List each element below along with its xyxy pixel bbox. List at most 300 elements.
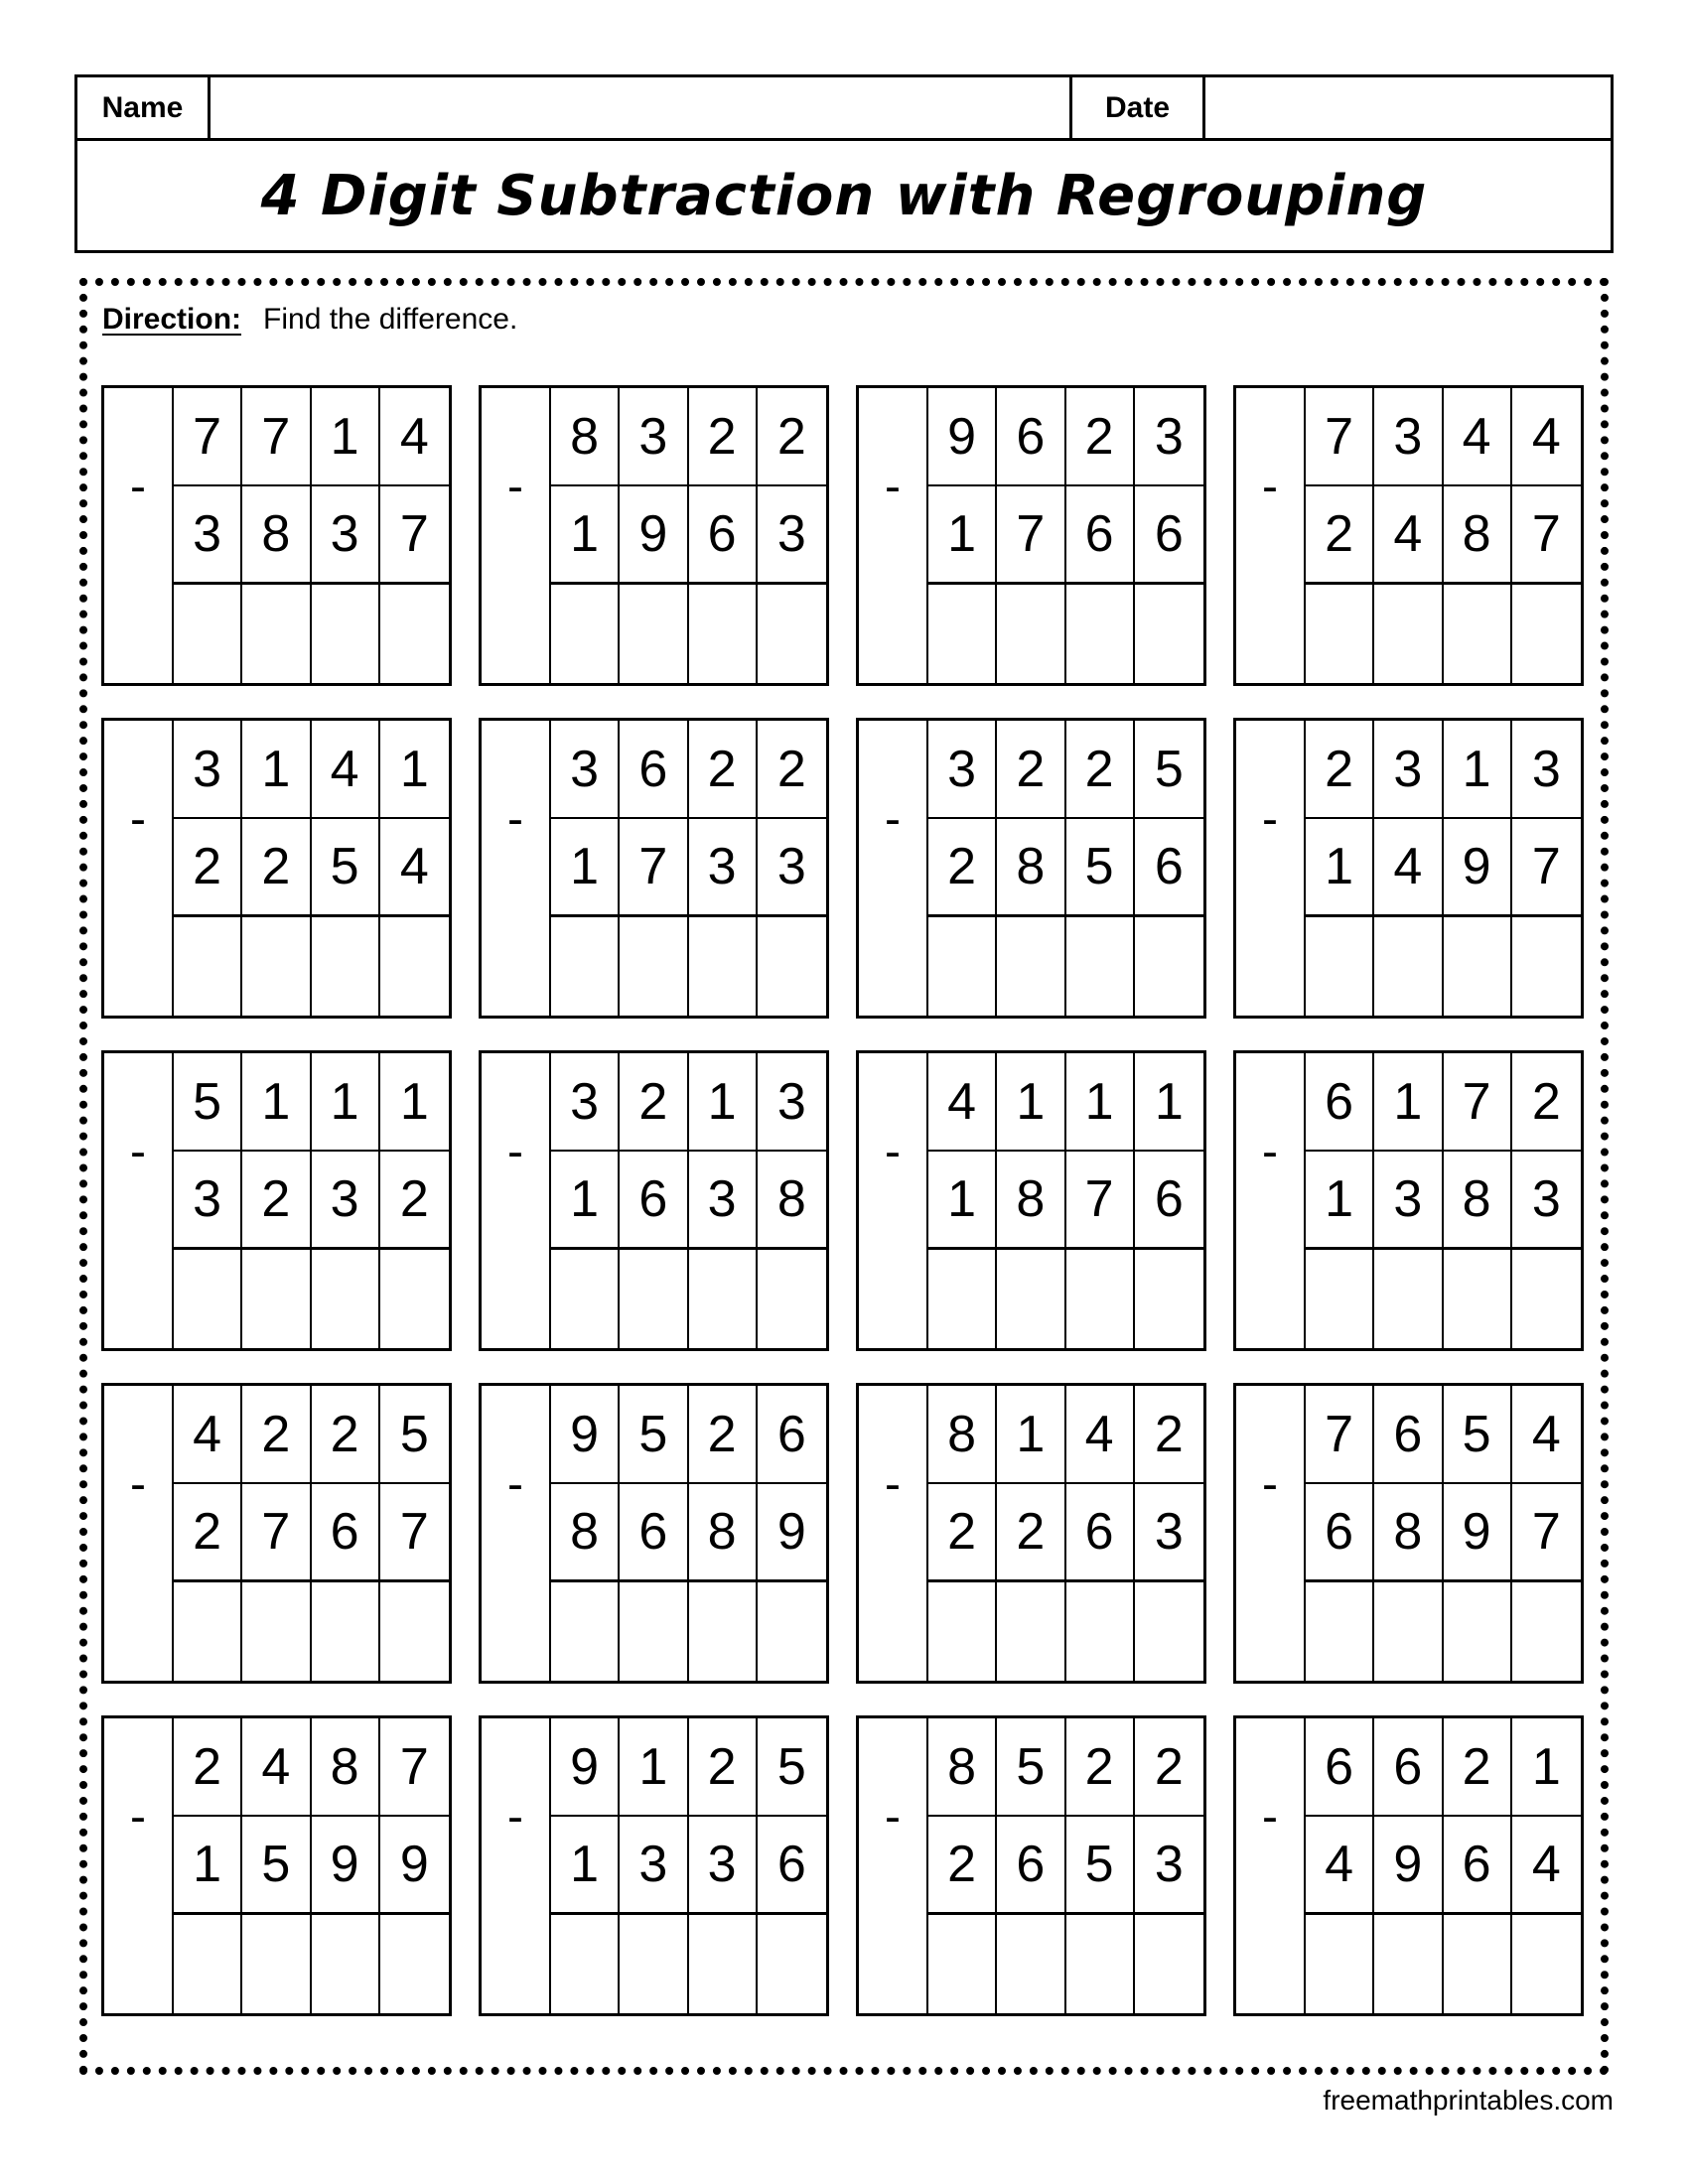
subtrahend-digit: 1 [551,1152,620,1250]
answer-cell[interactable] [104,917,174,1016]
subtraction-problem [101,385,452,686]
subtrahend-digit: 8 [551,1484,620,1582]
answer-cell[interactable] [380,1582,449,1681]
minuend-digit: 2 [242,1386,311,1484]
minuend-digit: 3 [551,1053,620,1152]
answer-cell[interactable] [1135,1582,1203,1681]
subtrahend-digit: 2 [928,819,997,917]
answer-cell[interactable] [859,917,928,1016]
minuend-digit: 3 [1512,721,1581,819]
minuend-digit: 1 [1066,1053,1135,1152]
subtrahend-digit: 4 [1374,486,1443,585]
subtraction-problem [856,385,1206,686]
answer-cell[interactable] [312,1582,380,1681]
answer-cell[interactable] [104,1250,174,1348]
subtrahend-digit: 1 [1306,819,1374,917]
minuend-digit: 8 [928,1718,997,1817]
answer-cell[interactable] [551,1250,620,1348]
subtrahend-digit: 3 [1135,1817,1203,1915]
answer-cell[interactable] [1236,1915,1306,2013]
subtrahend-digit: 2 [242,819,311,917]
subtrahend-digit: 6 [1066,486,1135,585]
answer-cell[interactable] [928,1915,997,2013]
subtrahend-digit: 1 [551,819,620,917]
subtrahend-digit: 7 [1512,486,1581,585]
minuend-digit: 2 [689,721,758,819]
minuend-digit: 4 [1512,388,1581,486]
answer-cell[interactable] [758,1582,826,1681]
minuend-digit: 2 [689,388,758,486]
minus-sign: - [104,388,174,585]
subtrahend-digit: 9 [758,1484,826,1582]
answer-cell[interactable] [997,585,1065,683]
answer-cell[interactable] [312,1250,380,1348]
subtrahend-digit: 5 [312,819,380,917]
minuend-digit: 2 [312,1386,380,1484]
answer-cell[interactable] [997,917,1065,1016]
answer-cell[interactable] [380,1250,449,1348]
subtraction-problem [1233,1050,1584,1351]
minuend-digit: 3 [928,721,997,819]
subtrahend-digit: 7 [1512,819,1581,917]
answer-cell[interactable] [1306,1915,1374,2013]
minuend-digit: 7 [1306,1386,1374,1484]
minuend-digit: 3 [1135,388,1203,486]
subtrahend-digit: 1 [551,1817,620,1915]
subtrahend-digit: 6 [620,1484,688,1582]
answer-cell[interactable] [620,1250,688,1348]
answer-cell[interactable] [242,917,311,1016]
minuend-digit: 7 [1444,1053,1512,1152]
answer-cell[interactable] [1444,1915,1512,2013]
answer-cell[interactable] [1444,917,1512,1016]
name-date-row [77,77,1611,141]
answer-cell[interactable] [1135,1915,1203,2013]
answer-cell[interactable] [758,585,826,683]
subtraction-problem [479,385,829,686]
minuend-digit: 2 [1135,1718,1203,1817]
problem-grid [101,385,1584,2016]
answer-cell[interactable] [242,1915,311,2013]
subtrahend-digit: 6 [689,486,758,585]
subtrahend-digit: 6 [312,1484,380,1582]
answer-cell[interactable] [1512,917,1581,1016]
minuend-digit: 7 [380,1718,449,1817]
answer-cell[interactable] [551,1915,620,2013]
minuend-digit: 2 [758,388,826,486]
minuend-digit: 3 [620,388,688,486]
minuend-digit: 2 [1306,721,1374,819]
minuend-digit: 4 [1512,1386,1581,1484]
subtraction-problem [856,718,1206,1019]
minuend-digit: 1 [312,388,380,486]
answer-cell[interactable] [620,917,688,1016]
answer-cell[interactable] [1066,1582,1135,1681]
minuend-digit: 3 [758,1053,826,1152]
answer-cell[interactable] [1512,1915,1581,2013]
subtrahend-digit: 7 [242,1484,311,1582]
minuend-digit: 2 [1066,721,1135,819]
answer-cell[interactable] [859,1582,928,1681]
minuend-digit: 4 [174,1386,242,1484]
subtraction-problem [101,718,452,1019]
minuend-digit: 2 [1066,1718,1135,1817]
minuend-digit: 6 [620,721,688,819]
minus-sign: - [1236,1386,1306,1582]
answer-cell[interactable] [1236,1250,1306,1348]
minuend-digit: 1 [689,1053,758,1152]
subtraction-problem [856,1383,1206,1684]
answer-cell[interactable] [380,917,449,1016]
worksheet-title: 4 Digit Subtraction with Regrouping [260,163,1428,228]
subtrahend-digit: 3 [758,819,826,917]
subtraction-problem [479,1383,829,1684]
answer-cell[interactable] [689,1582,758,1681]
minuend-digit: 1 [1374,1053,1443,1152]
subtrahend-digit: 6 [1066,1484,1135,1582]
minuend-digit: 7 [242,388,311,486]
minuend-digit: 6 [1374,1718,1443,1817]
subtrahend-digit: 4 [1374,819,1443,917]
subtrahend-digit: 7 [997,486,1065,585]
answer-cell[interactable] [1512,1582,1581,1681]
minuend-digit: 1 [1135,1053,1203,1152]
subtrahend-digit: 2 [380,1152,449,1250]
answer-cell[interactable] [312,585,380,683]
subtrahend-digit: 3 [174,1152,242,1250]
subtraction-problem [479,1050,829,1351]
subtrahend-digit: 5 [1066,1817,1135,1915]
subtrahend-digit: 7 [1512,1484,1581,1582]
minus-sign: - [482,388,551,585]
subtrahend-digit: 9 [1374,1817,1443,1915]
minuend-digit: 1 [242,721,311,819]
subtrahend-digit: 6 [620,1152,688,1250]
minuend-digit: 5 [174,1053,242,1152]
minus-sign: - [859,1053,928,1250]
minuend-digit: 1 [380,1053,449,1152]
subtrahend-digit: 9 [312,1817,380,1915]
subtrahend-digit: 5 [1066,819,1135,917]
minuend-digit: 3 [1374,388,1443,486]
minus-sign: - [482,1053,551,1250]
answer-cell[interactable] [689,585,758,683]
answer-cell[interactable] [174,917,242,1016]
minuend-digit: 6 [1306,1718,1374,1817]
subtrahend-digit: 6 [758,1817,826,1915]
date-field[interactable] [1205,77,1611,138]
answer-cell[interactable] [620,1915,688,2013]
minuend-digit: 1 [380,721,449,819]
minuend-digit: 4 [380,388,449,486]
subtrahend-digit: 2 [242,1152,311,1250]
minuend-digit: 2 [758,721,826,819]
minuend-digit: 2 [620,1053,688,1152]
answer-cell[interactable] [551,1582,620,1681]
answer-cell[interactable] [1066,1915,1135,2013]
minuend-digit: 9 [551,1718,620,1817]
minuend-digit: 1 [312,1053,380,1152]
answer-cell[interactable] [928,917,997,1016]
minus-sign: - [482,721,551,917]
subtrahend-digit: 2 [928,1817,997,1915]
subtrahend-digit: 3 [312,1152,380,1250]
answer-cell[interactable] [1236,585,1306,683]
minus-sign: - [859,721,928,917]
minus-sign: - [482,1386,551,1582]
answer-cell[interactable] [104,1915,174,2013]
answer-cell[interactable] [1135,1250,1203,1348]
answer-cell[interactable] [1306,1250,1374,1348]
answer-cell[interactable] [1374,585,1443,683]
minuend-digit: 2 [1135,1386,1203,1484]
minuend-digit: 1 [997,1386,1065,1484]
subtrahend-digit: 8 [758,1152,826,1250]
footer-site: freemathprintables.com [1323,2085,1614,2116]
minuend-digit: 2 [174,1718,242,1817]
subtraction-problem [856,1050,1206,1351]
answer-cell[interactable] [1374,917,1443,1016]
minuend-digit: 6 [1374,1386,1443,1484]
subtrahend-digit: 2 [928,1484,997,1582]
answer-cell[interactable] [758,1250,826,1348]
subtraction-problem [1233,385,1584,686]
answer-cell[interactable] [1444,1250,1512,1348]
answer-cell[interactable] [928,1250,997,1348]
minus-sign: - [859,1718,928,1915]
minuend-digit: 1 [620,1718,688,1817]
subtraction-problem [479,1715,829,2016]
minuend-digit: 2 [1066,388,1135,486]
subtrahend-digit: 8 [1374,1484,1443,1582]
subtraction-problem [479,718,829,1019]
answer-cell[interactable] [482,917,551,1016]
answer-cell[interactable] [1512,1250,1581,1348]
subtrahend-digit: 7 [1066,1152,1135,1250]
subtrahend-digit: 4 [380,819,449,917]
answer-cell[interactable] [620,585,688,683]
answer-cell[interactable] [174,1250,242,1348]
answer-cell[interactable] [312,917,380,1016]
direction-label: Direction: [102,303,242,336]
minuend-digit: 5 [758,1718,826,1817]
subtrahend-digit: 2 [1306,486,1374,585]
answer-cell[interactable] [928,1582,997,1681]
minus-sign: - [104,1718,174,1915]
minuend-digit: 5 [1444,1386,1512,1484]
minuend-digit: 2 [1444,1718,1512,1817]
minuend-digit: 8 [551,388,620,486]
direction [102,303,517,337]
minuend-digit: 1 [1444,721,1512,819]
subtrahend-digit: 9 [620,486,688,585]
minuend-digit: 5 [1135,721,1203,819]
answer-cell[interactable] [758,1915,826,2013]
subtrahend-digit: 3 [1374,1152,1443,1250]
minuend-digit: 2 [997,721,1065,819]
answer-cell[interactable] [689,1250,758,1348]
minus-sign: - [104,1053,174,1250]
subtrahend-digit: 3 [312,486,380,585]
minuend-digit: 3 [174,721,242,819]
minus-sign: - [1236,1718,1306,1915]
minus-sign: - [1236,1053,1306,1250]
subtrahend-digit: 3 [1135,1484,1203,1582]
answer-cell[interactable] [1236,917,1306,1016]
answer-cell[interactable] [174,1582,242,1681]
minuend-digit: 8 [312,1718,380,1817]
minuend-digit: 9 [928,388,997,486]
minuend-digit: 1 [997,1053,1065,1152]
subtrahend-digit: 1 [551,486,620,585]
answer-cell[interactable] [1306,917,1374,1016]
answer-cell[interactable] [551,585,620,683]
minuend-digit: 6 [997,388,1065,486]
subtrahend-digit: 9 [380,1817,449,1915]
answer-cell[interactable] [1066,1250,1135,1348]
minuend-digit: 3 [1374,721,1443,819]
answer-cell[interactable] [482,1915,551,2013]
minus-sign: - [482,1718,551,1915]
subtrahend-digit: 3 [689,819,758,917]
answer-cell[interactable] [1066,917,1135,1016]
subtrahend-digit: 8 [1444,486,1512,585]
minuend-digit: 4 [1066,1386,1135,1484]
answer-cell[interactable] [104,585,174,683]
answer-cell[interactable] [242,1582,311,1681]
name-field[interactable] [211,77,1072,138]
subtrahend-digit: 2 [174,819,242,917]
subtrahend-digit: 6 [1135,486,1203,585]
answer-cell[interactable] [689,917,758,1016]
minuend-digit: 5 [997,1718,1065,1817]
subtrahend-digit: 3 [689,1152,758,1250]
subtrahend-digit: 8 [1444,1152,1512,1250]
answer-cell[interactable] [859,1915,928,2013]
subtrahend-digit: 1 [928,1152,997,1250]
answer-cell[interactable] [1512,585,1581,683]
minuend-digit: 1 [1512,1718,1581,1817]
subtrahend-digit: 1 [174,1817,242,1915]
minuend-digit: 4 [312,721,380,819]
minuend-digit: 4 [242,1718,311,1817]
answer-cell[interactable] [551,917,620,1016]
minuend-digit: 4 [1444,388,1512,486]
answer-cell[interactable] [1374,1582,1443,1681]
answer-cell[interactable] [1066,585,1135,683]
subtrahend-digit: 7 [380,486,449,585]
minus-sign: - [104,1386,174,1582]
subtrahend-digit: 2 [997,1484,1065,1582]
subtrahend-digit: 3 [689,1817,758,1915]
subtraction-problem [1233,718,1584,1019]
answer-cell[interactable] [482,585,551,683]
answer-cell[interactable] [380,1915,449,2013]
answer-cell[interactable] [928,585,997,683]
answer-cell[interactable] [242,585,311,683]
subtrahend-digit: 6 [997,1817,1065,1915]
minuend-digit: 2 [1512,1053,1581,1152]
answer-cell[interactable] [1236,1582,1306,1681]
minuend-digit: 5 [380,1386,449,1484]
subtrahend-digit: 6 [1444,1817,1512,1915]
answer-cell[interactable] [997,1915,1065,2013]
subtrahend-digit: 8 [689,1484,758,1582]
answer-cell[interactable] [859,1250,928,1348]
minuend-digit: 2 [689,1718,758,1817]
answer-cell[interactable] [242,1250,311,1348]
name-label: Name [77,77,211,138]
answer-cell[interactable] [312,1915,380,2013]
answer-cell[interactable] [1374,1250,1443,1348]
minuend-digit: 7 [174,388,242,486]
subtrahend-digit: 3 [758,486,826,585]
answer-cell[interactable] [620,1582,688,1681]
subtrahend-digit: 9 [1444,1484,1512,1582]
subtrahend-digit: 1 [928,486,997,585]
answer-cell[interactable] [482,1582,551,1681]
subtrahend-digit: 4 [1512,1817,1581,1915]
subtrahend-digit: 2 [174,1484,242,1582]
minus-sign: - [104,721,174,917]
answer-cell[interactable] [997,1582,1065,1681]
answer-cell[interactable] [1374,1915,1443,2013]
answer-cell[interactable] [380,585,449,683]
minuend-digit: 5 [620,1386,688,1484]
subtrahend-digit: 8 [997,819,1065,917]
minus-sign: - [1236,721,1306,917]
minuend-digit: 2 [689,1386,758,1484]
subtrahend-digit: 8 [242,486,311,585]
subtrahend-digit: 3 [1512,1152,1581,1250]
subtraction-problem [101,1050,452,1351]
minuend-digit: 9 [551,1386,620,1484]
answer-cell[interactable] [1444,585,1512,683]
minus-sign: - [859,1386,928,1582]
minus-sign: - [1236,388,1306,585]
answer-cell[interactable] [758,917,826,1016]
subtrahend-digit: 5 [242,1817,311,1915]
subtraction-problem [101,1383,452,1684]
answer-cell[interactable] [1306,585,1374,683]
answer-cell[interactable] [1135,585,1203,683]
subtrahend-digit: 3 [620,1817,688,1915]
subtrahend-digit: 6 [1306,1484,1374,1582]
subtrahend-digit: 6 [1135,1152,1203,1250]
subtrahend-digit: 9 [1444,819,1512,917]
answer-cell[interactable] [104,1582,174,1681]
subtrahend-digit: 8 [997,1152,1065,1250]
minuend-digit: 8 [928,1386,997,1484]
date-label: Date [1072,77,1205,138]
answer-cell[interactable] [1444,1582,1512,1681]
minuend-digit: 6 [758,1386,826,1484]
subtrahend-digit: 1 [1306,1152,1374,1250]
answer-cell[interactable] [174,1915,242,2013]
subtrahend-digit: 3 [174,486,242,585]
answer-cell[interactable] [174,585,242,683]
answer-cell[interactable] [1135,917,1203,1016]
answer-cell[interactable] [482,1250,551,1348]
answer-cell[interactable] [997,1250,1065,1348]
worksheet-header [74,74,1614,253]
answer-cell[interactable] [1306,1582,1374,1681]
minuend-digit: 1 [242,1053,311,1152]
subtraction-problem [856,1715,1206,2016]
answer-cell[interactable] [859,585,928,683]
subtrahend-digit: 7 [380,1484,449,1582]
answer-cell[interactable] [689,1915,758,2013]
